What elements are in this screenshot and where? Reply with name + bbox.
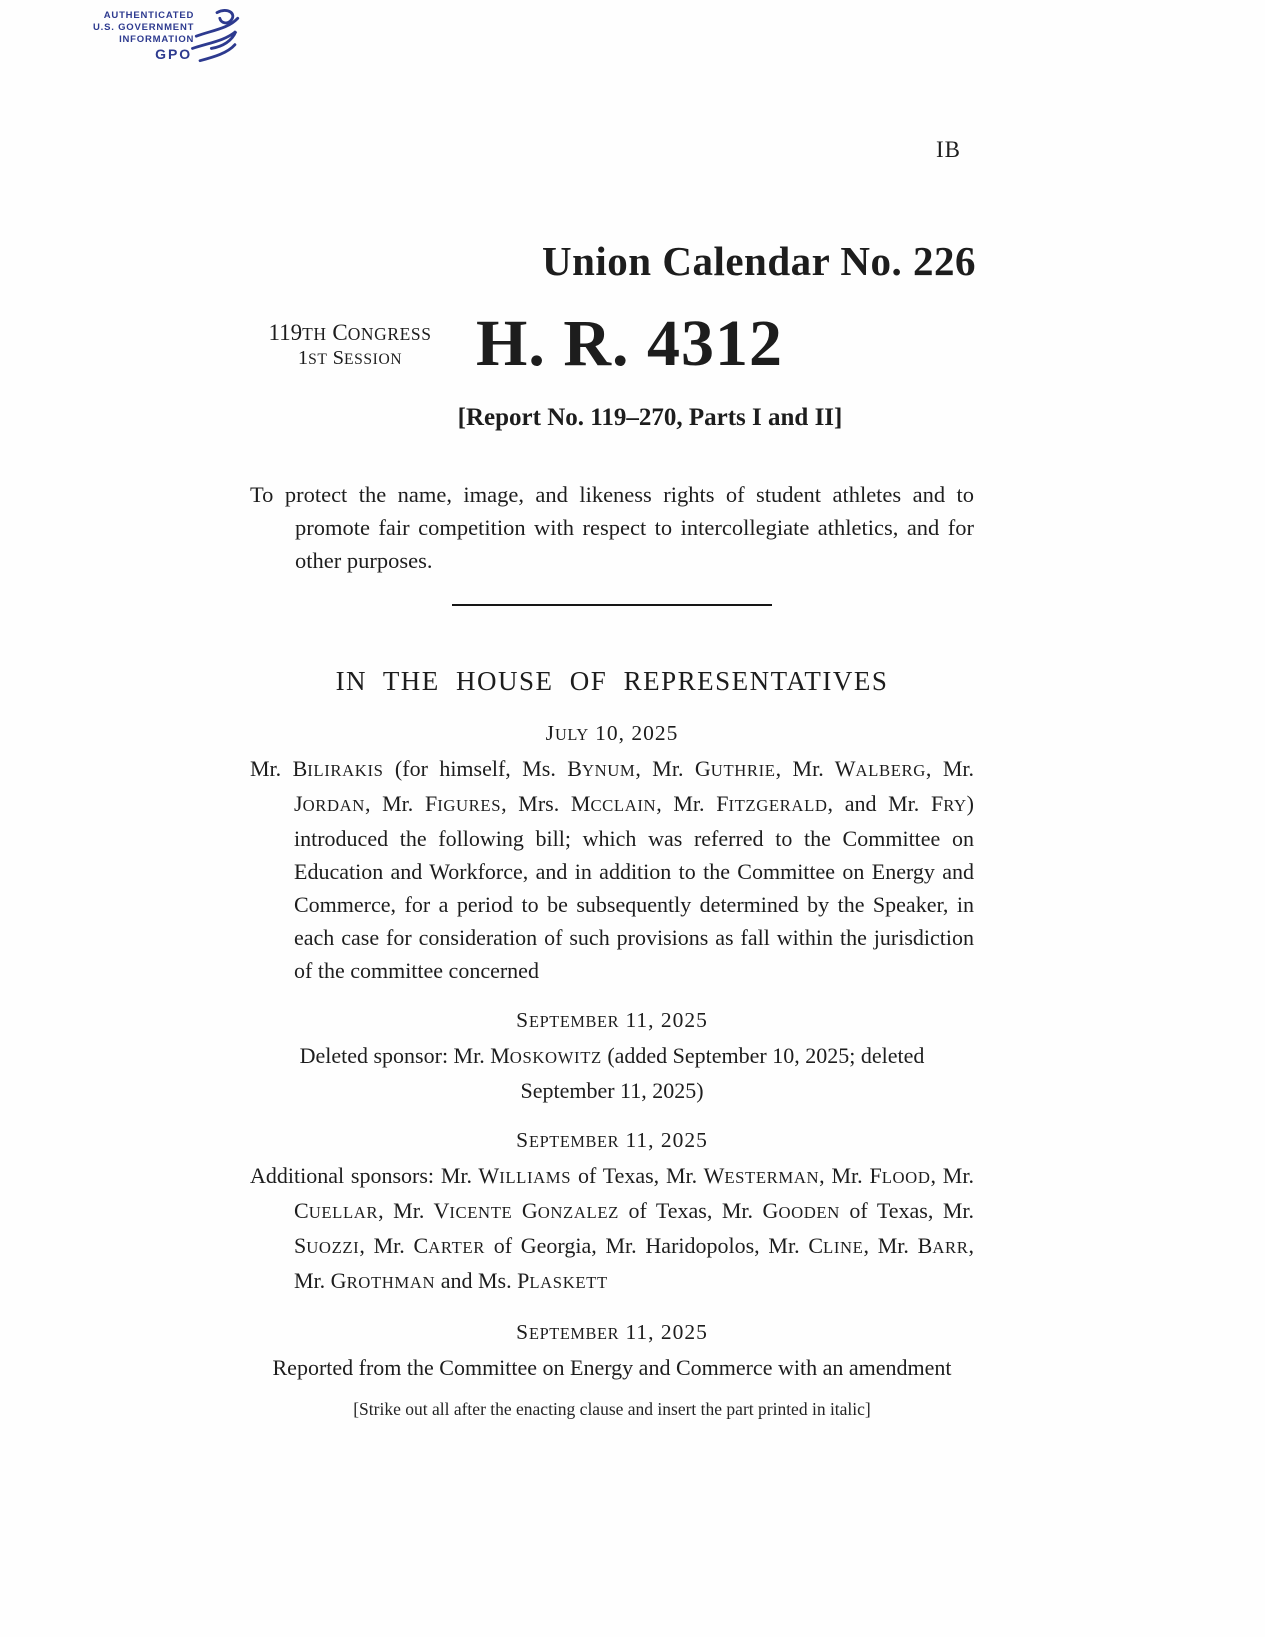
reported-line: Reported from the Committee on Energy and Commerce with an amendment [272, 1355, 952, 1380]
gpo-seal-line1: AUTHENTICATED [103, 10, 195, 21]
ib-edition-mark: IB [936, 137, 961, 162]
action-date: JULY 10, 2025 [545, 721, 679, 745]
chamber-heading: IN THE HOUSE OF REPRESENTATIVES [335, 666, 889, 696]
additional-sponsors-paragraph: Additional sponsors: Mr. WILLIAMS of Texas, Mr. WESTERMAN, Mr. FLOOD, Mr. CUELLAR, Mr. VICENTE GONZALEZ of Texas, Mr. GOODEN of Texas, Mr. SUOZZI, Mr. CARTER of Georgia, Mr. Haridopolos, Mr. CLINE, Mr. BARR, Mr. GROTHMAN and Ms. PLASKETT [250, 1163, 974, 1293]
action-date: SEPTEMBER 11, 2025 [516, 1320, 708, 1344]
section-divider [452, 604, 772, 606]
gpo-acronym: GPO [155, 46, 193, 62]
action-reported [250, 1320, 974, 1384]
gpo-eagle-icon [188, 6, 246, 77]
bill-header [0, 0, 1265, 462]
deleted-sponsor-paragraph: Deleted sponsor: Mr. MOSKOWITZ (added September 10, 2025; deleted September 11, 2025) [299, 1043, 925, 1103]
action-date: SEPTEMBER 11, 2025 [516, 1008, 708, 1032]
gpo-seal-text [93, 10, 194, 60]
bill-body-column [250, 478, 974, 1420]
gpo-seal-line3: INFORMATION [119, 34, 195, 45]
action-introduced [250, 721, 974, 987]
congress-label: 119TH CONGRESS [268, 320, 432, 345]
gpo-authentication-seal [93, 10, 246, 77]
gpo-seal-line2: U.S. GOVERNMENT [93, 22, 195, 33]
strike-note: [Strike out all after the enacting clause and insert the part printed in italic] [353, 1399, 871, 1419]
action-date: SEPTEMBER 11, 2025 [516, 1128, 708, 1152]
congress-session-block [246, 320, 454, 370]
sponsor-paragraph: Mr. BILIRAKIS (for himself, Ms. BYNUM, Mr. GUTHRIE, Mr. WALBERG, Mr. JORDAN, Mr. FIGURES, Mrs. MCCLAIN, Mr. FITZGERALD, and Mr. FRY) introduced the following bill; which was referred to the Committee on Education and Workforce, and in addition to the Committee on Energy and Commerce, for a period to be subsequently determined by the Speaker, in each case for consideration of such provisions as fall within the jurisdiction of the committee concerned [250, 756, 975, 983]
long-title: To protect the name, image, and likeness rights of student athletes and to promote fair competition with respect to intercollegiate athletics, and for other purposes. [250, 482, 974, 573]
action-additional-sponsors [250, 1128, 974, 1299]
bill-number: H. R. 4312 [476, 307, 783, 380]
session-label: 1ST SESSION [297, 347, 403, 369]
action-deleted-sponsor [250, 1008, 974, 1107]
report-number: [Report No. 119–270, Parts I and II] [457, 404, 843, 431]
union-calendar-number: Union Calendar No. 226 [542, 238, 976, 284]
